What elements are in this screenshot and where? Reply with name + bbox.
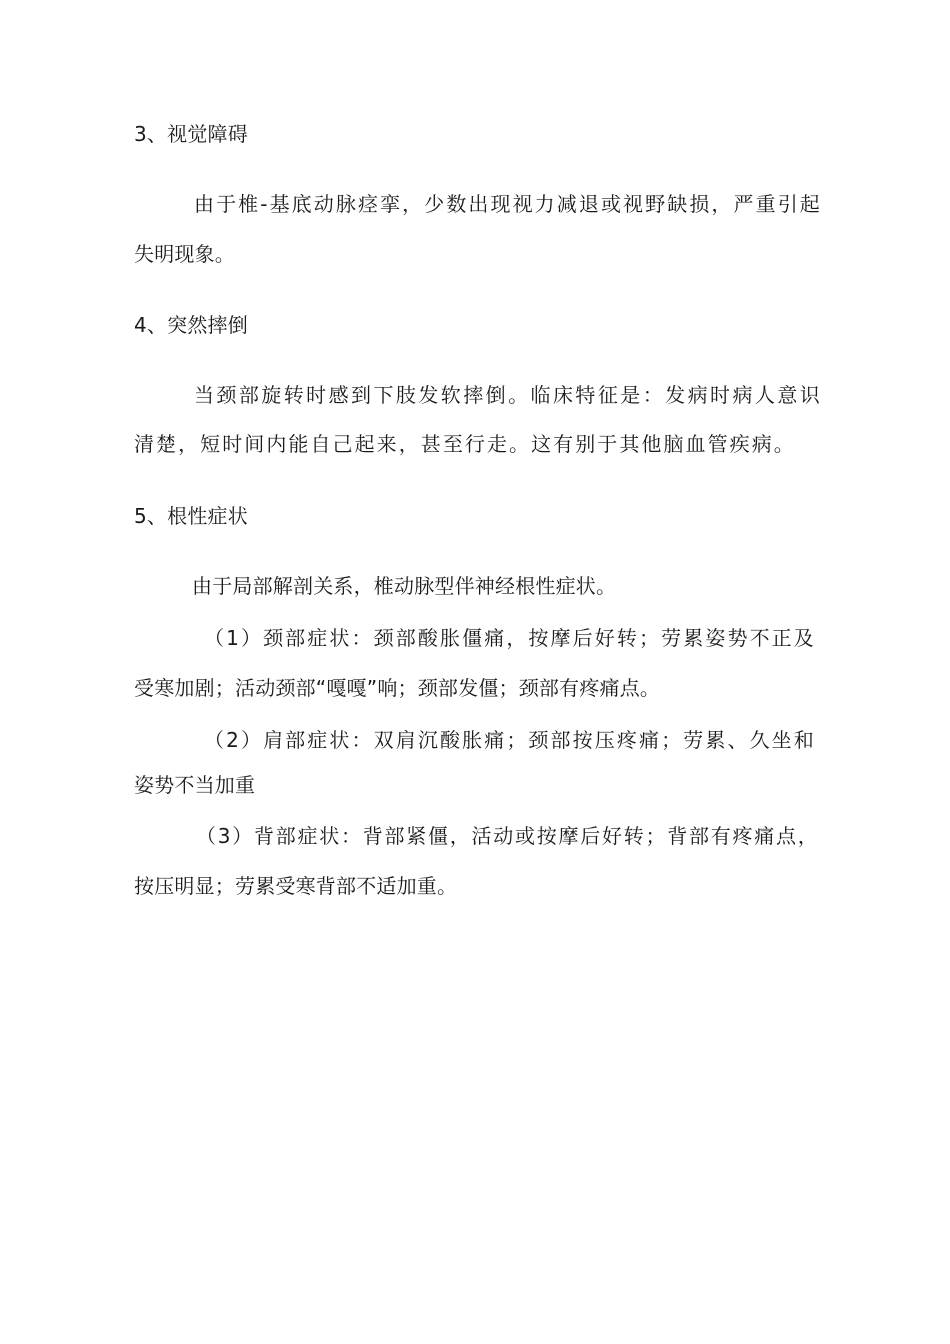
section-intro: 由于局部解剖关系，椎动脉型伴神经根性症状。 — [192, 574, 617, 598]
list-item-line: 按压明显；劳累受寒背部不适加重。 — [134, 874, 458, 898]
paragraph-line: 清楚，短时间内能自己起来，甚至行走。这有别于其他脑血管疾病。 — [134, 432, 794, 456]
paragraph-line: 由于椎-基底动脉痉挛，少数出现视力减退或视野缺损，严重引起 — [194, 192, 820, 216]
paragraph-line: 当颈部旋转时感到下肢发软摔倒。临床特征是：发病时病人意识 — [194, 383, 820, 407]
list-item-line: （1）颈部症状：颈部酸胀僵痛，按摩后好转；劳累姿势不正及 — [204, 626, 814, 650]
list-item-line: 受寒加剧；活动颈部“嘎嘎”响；颈部发僵；颈部有疼痛点。 — [134, 676, 661, 700]
section-heading-5: 5、根性症状 — [134, 504, 248, 528]
list-item-line: （2）肩部症状：双肩沉酸胀痛；颈部按压疼痛；劳累、久坐和 — [204, 728, 814, 752]
list-item-line: （3）背部症状：背部紧僵，活动或按摩后好转；背部有疼痛点， — [196, 824, 818, 848]
list-item-line: 姿势不当加重 — [134, 773, 256, 797]
section-heading-4: 4、突然摔倒 — [134, 313, 248, 337]
paragraph-line: 失明现象。 — [134, 242, 235, 266]
section-heading-3: 3、视觉障碍 — [134, 122, 248, 146]
